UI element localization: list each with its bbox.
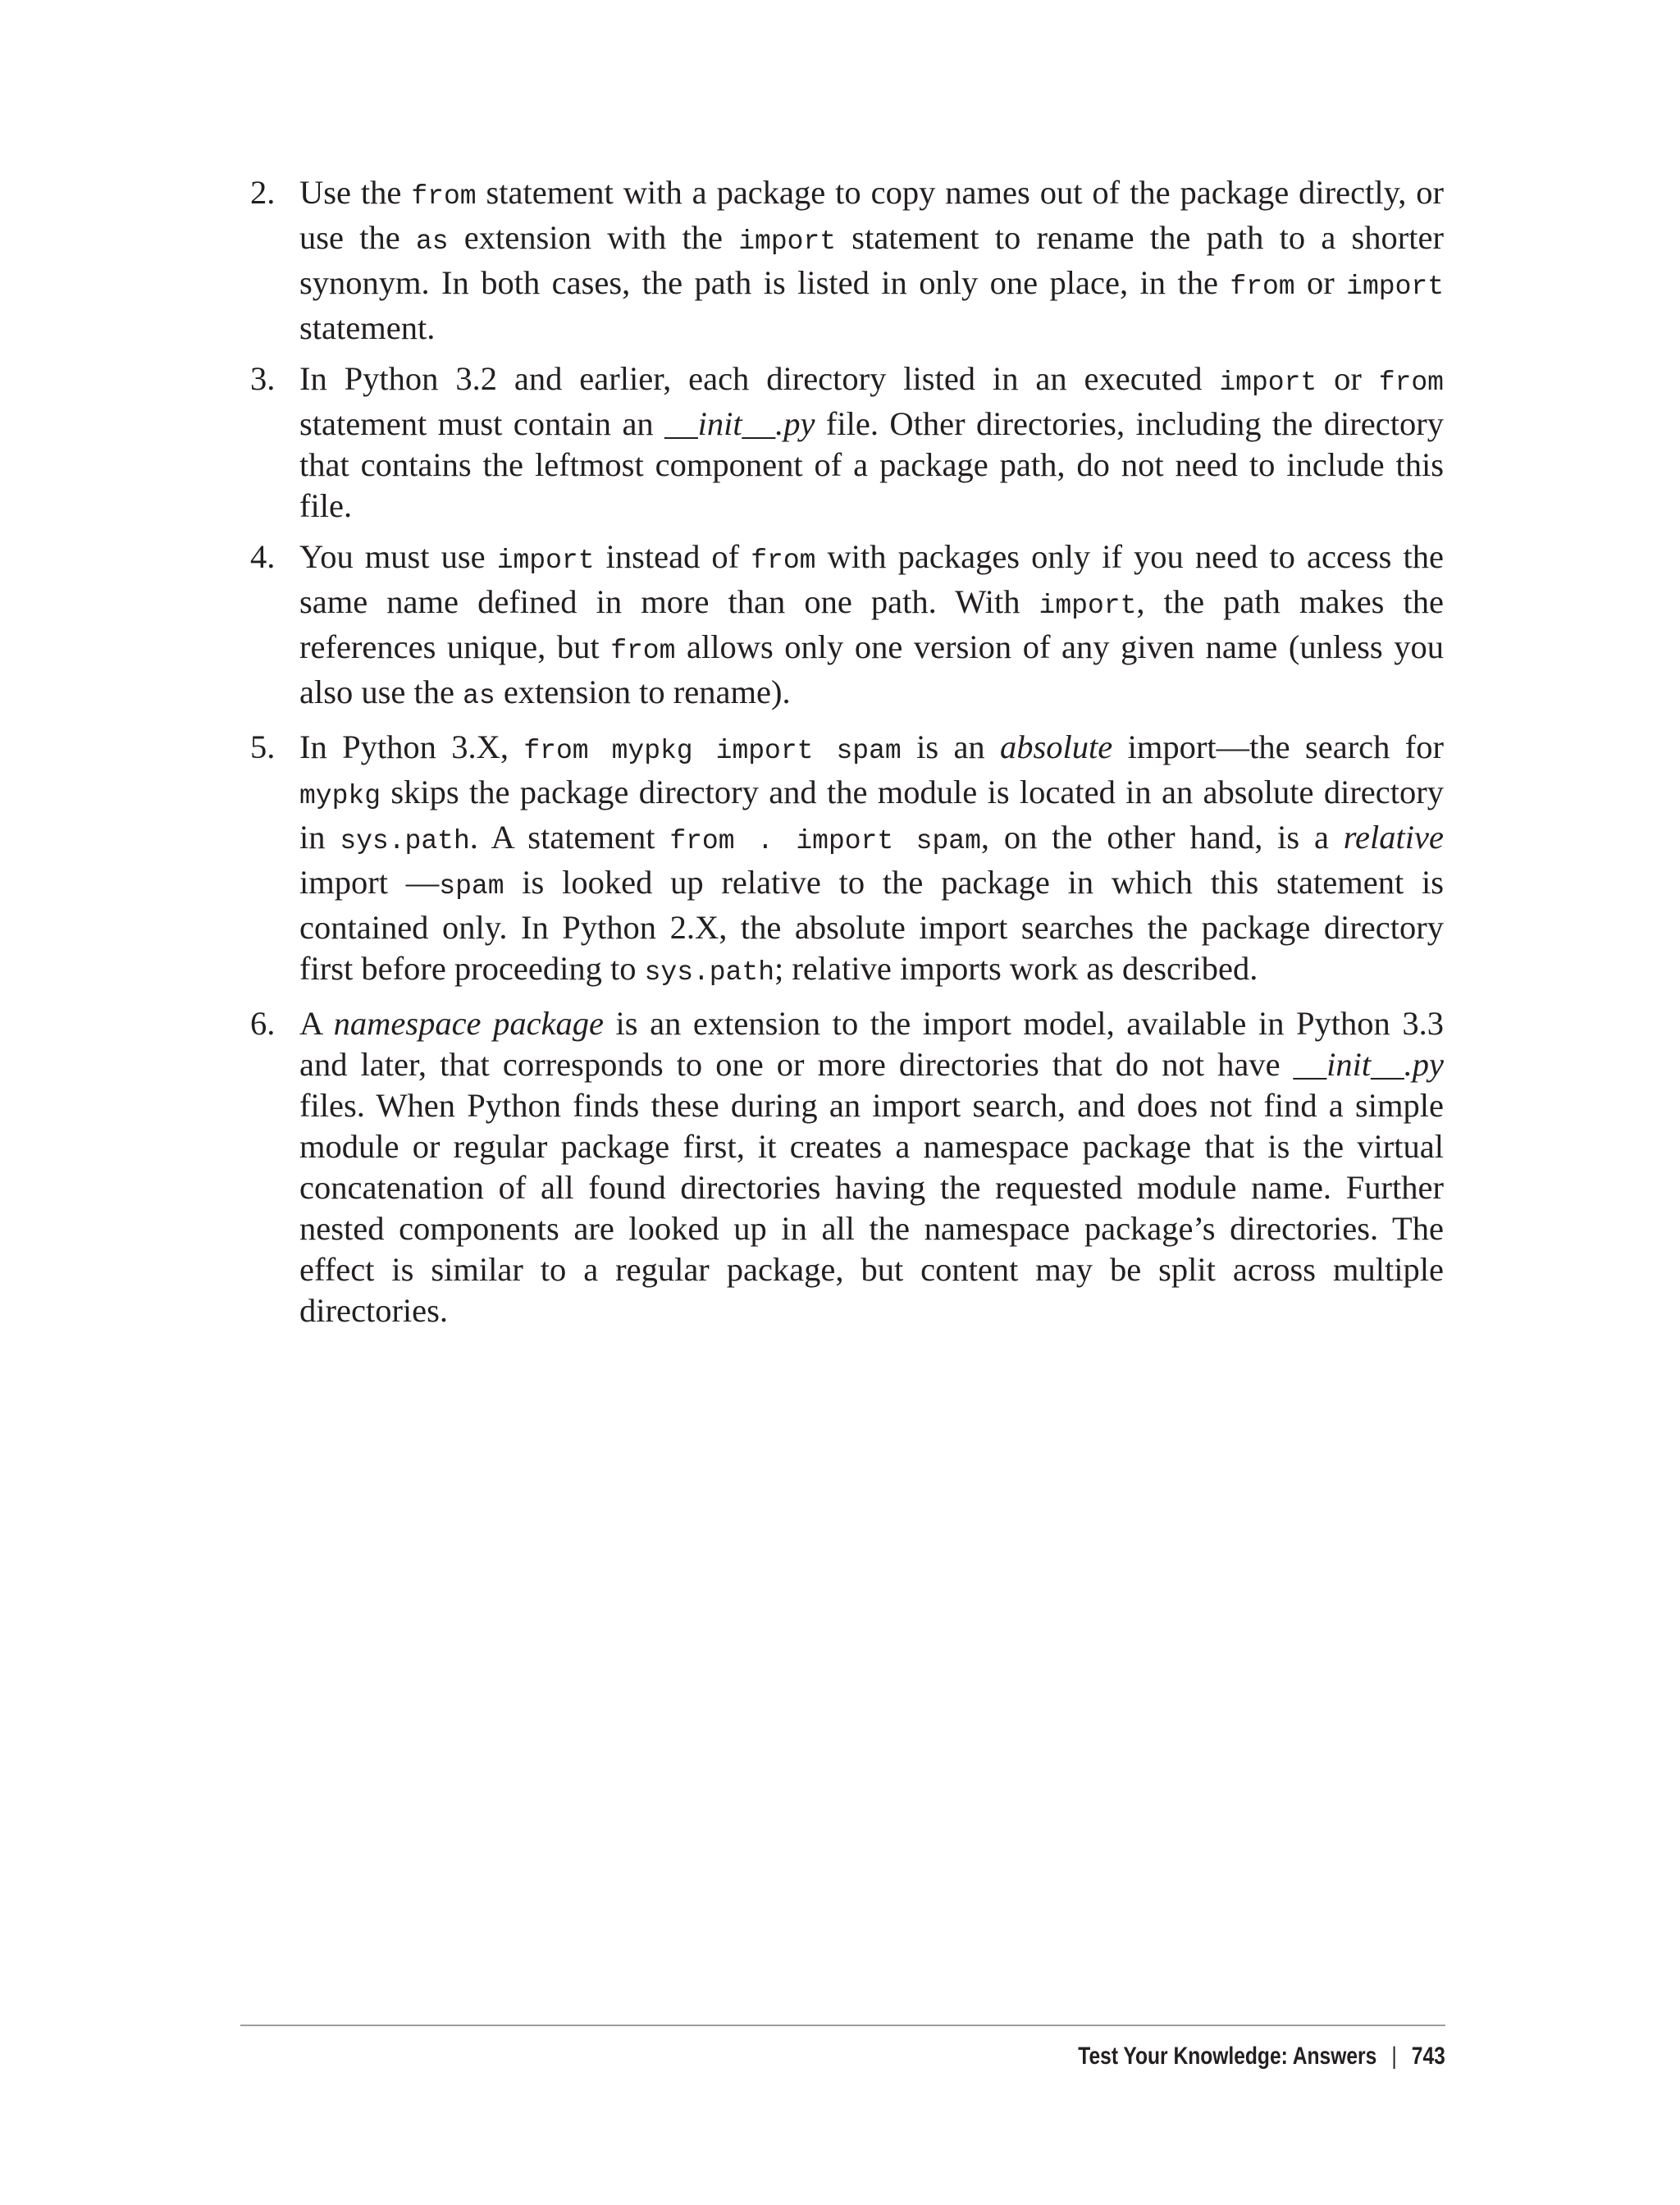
page-number: 743	[1411, 2043, 1445, 2070]
page-footer	[1078, 2043, 1445, 2070]
code-from-mypkg-import-spam: from mypkg import spam	[523, 736, 902, 766]
answer-item-4	[250, 536, 1444, 717]
code-mypkg: mypkg	[299, 781, 381, 811]
code-sys-path: sys.path	[644, 957, 775, 988]
code-as: as	[463, 681, 495, 711]
answers-list	[250, 172, 1444, 1341]
code-from: from	[1378, 368, 1444, 398]
code-spam: spam	[439, 871, 504, 902]
footer-separator: |	[1391, 2043, 1397, 2070]
answer-text: You must use import instead of from with packages only if you need to access the same name defined in more than one path. With import, the path makes the references unique, but from allows only one version of any given name (unless you also use the as extension to rename).	[299, 538, 1444, 711]
answer-text: Use the from statement with a package to copy names out of the package directly, or use the as extension with the import statement to rename the path to a shorter synonym. In both cases, the path is listed in only one place, in the from or import statement.	[299, 174, 1445, 346]
footer-divider	[240, 2025, 1445, 2026]
code-sys-path: sys.path	[340, 826, 470, 856]
code-from-dot-import-spam: from . import spam	[669, 826, 981, 856]
code-from: from	[411, 181, 477, 212]
term-namespace-package: namespace package	[333, 1005, 604, 1042]
answer-item-6	[250, 1003, 1444, 1331]
code-as: as	[415, 226, 449, 257]
answer-item-2	[250, 172, 1444, 349]
code-import: import	[1219, 368, 1317, 398]
item-number: 3.	[250, 360, 276, 397]
code-import: import	[738, 226, 837, 257]
filename-init-py: __init__.py	[664, 405, 815, 442]
running-footer-title: Test Your Knowledge: Answers	[1078, 2043, 1377, 2070]
code-import: import	[496, 546, 595, 576]
code-from: from	[1230, 272, 1295, 302]
filename-init-py: __init__.py	[1293, 1046, 1444, 1083]
answer-item-5	[250, 727, 1444, 993]
answer-text: In Python 3.2 and earlier, each directory listed in an executed import or from statement must contain an __init__.py file. Other directories, including the directory that contains the leftmost component of a package path, do not need to include this file.	[299, 360, 1444, 524]
code-from: from	[751, 546, 816, 576]
answer-item-3	[250, 358, 1444, 527]
item-number: 6.	[250, 1005, 276, 1042]
code-import: import	[1346, 272, 1444, 302]
emphasis-absolute: absolute	[1000, 728, 1113, 765]
answer-text: In Python 3.X, from mypkg import spam is an absolute import—the search for mypkg skips the package directory and the module is located in an absolute directory in sys.path. A statement from . import spam, on the other hand, is a relative import —spam is looked up relative to the package in which this statement is contained only. In Python 2.X, the absolute import searches the package directory first before proceeding to sys.path; relative imports work as described.	[299, 728, 1445, 988]
answer-text: A namespace package is an extension to the import model, available in Python 3.3 and later, that corresponds to one or more directories that do not have __init__.py files. When Python finds these during an import search, and does not find a simple module or regular package first, it creates a namespace package that is the virtual concatenation of all found directories having the requested module name. Further nested components are looked up in all the namespace package’s directories. The effect is similar to a regular package, but content may be split across multiple directories.	[299, 1005, 1444, 1329]
item-number: 5.	[250, 728, 276, 765]
emphasis-relative: relative	[1343, 819, 1444, 856]
code-import: import	[1039, 591, 1137, 621]
item-number: 4.	[250, 538, 276, 575]
code-from: from	[610, 636, 676, 666]
item-number: 2.	[250, 174, 276, 211]
